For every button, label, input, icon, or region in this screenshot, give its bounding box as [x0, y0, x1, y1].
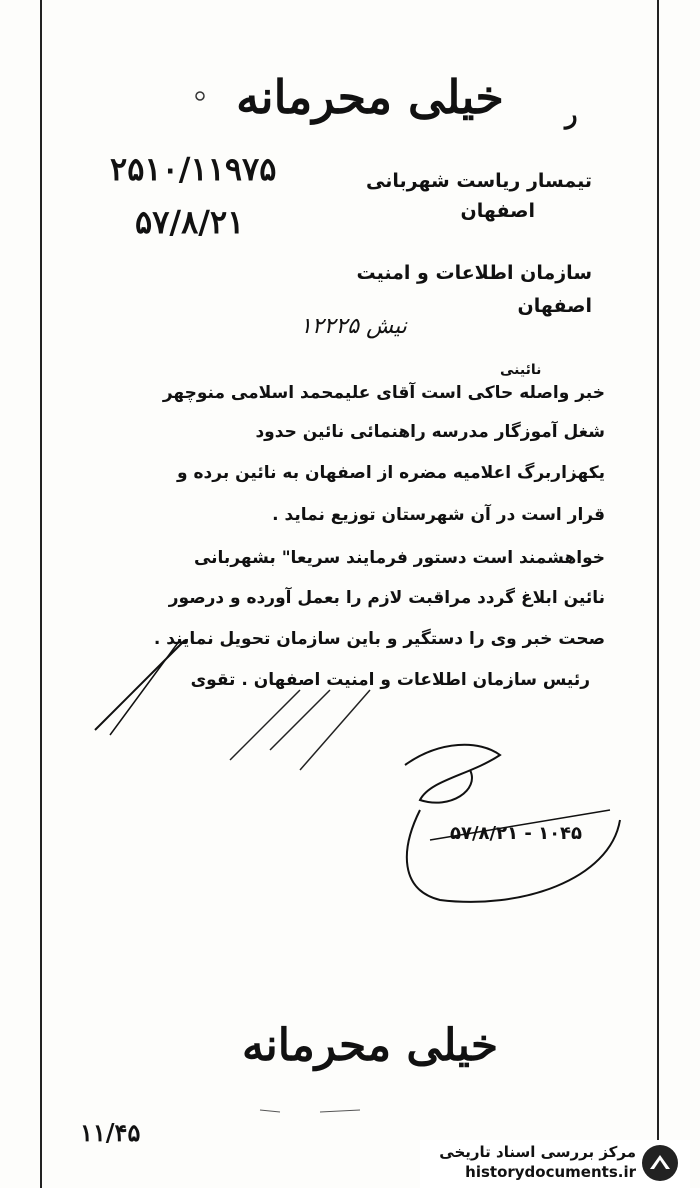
- classification-stamp-bottom: خیلی محرمانه: [241, 1020, 499, 1071]
- reference-date: ۵۷/۸/۲۱: [135, 203, 245, 241]
- footer-reference: ۱۱/۴۵: [80, 1118, 141, 1147]
- signature-date: ۵۷/۸/۲۱ - ۱۰۴۵: [450, 823, 583, 844]
- signature-block: رئیس سازمان اطلاعات و امنیت اصفهان . تقوی: [190, 670, 590, 690]
- handwritten-note: نیش ۱۲۲۲۵: [300, 314, 407, 339]
- faint-marks: [260, 1110, 360, 1112]
- margin-note: نائینی: [500, 362, 542, 378]
- recipient-2-line-1: سازمان اطلاعات و امنیت: [356, 262, 592, 284]
- pen-stroke: [110, 640, 180, 735]
- watermark-title: مرکز بررسی اسناد تاریخی: [439, 1143, 636, 1161]
- body-line: قرار است در آن شهرستان توزیع نماید .: [272, 505, 605, 525]
- body-line: خبر واصله حاکی است آقای علیمحمد اسلامی منوچهر: [162, 383, 605, 403]
- recipient-1-line-1: تیمسار ریاست شهربانی: [366, 170, 592, 192]
- page-edge-left: [40, 0, 42, 1188]
- signature-scribble: [405, 745, 500, 803]
- pen-stroke: [270, 690, 330, 750]
- classification-stamp-top: خیلی محرمانه: [236, 70, 504, 124]
- body-line: نائین ابلاغ گردد مراقبت لازم را بعمل آورده و درصور: [168, 588, 605, 608]
- body-line: یکهزاربرگ اعلامیه مضره از اصفهان به نائین برده و: [177, 463, 605, 483]
- reference-number: ۲۵۱۰/۱۱۹۷۵: [110, 150, 277, 188]
- watermark-url[interactable]: historydocuments.ir: [465, 1163, 636, 1181]
- body-line: صحت خبر وی را دستگیر و باین سازمان تحویل نمایند .: [153, 629, 605, 649]
- book-logo-icon: [640, 1143, 680, 1183]
- pen-stroke: [300, 690, 370, 770]
- pen-stroke: [230, 690, 300, 760]
- recipient-1-line-2: اصفهان: [460, 200, 535, 222]
- stamp-dot: [196, 92, 204, 100]
- corner-mark: ر: [565, 100, 578, 130]
- pen-stroke: [95, 640, 185, 730]
- body-line: شغل آموزگار مدرسه راهنمائی نائین حدود: [255, 422, 605, 442]
- recipient-2-line-2: اصفهان: [517, 295, 592, 317]
- body-line: خواهشمند است دستور فرمایند سریعا" بشهربانی: [193, 548, 605, 568]
- page-edge-right: [657, 0, 659, 1188]
